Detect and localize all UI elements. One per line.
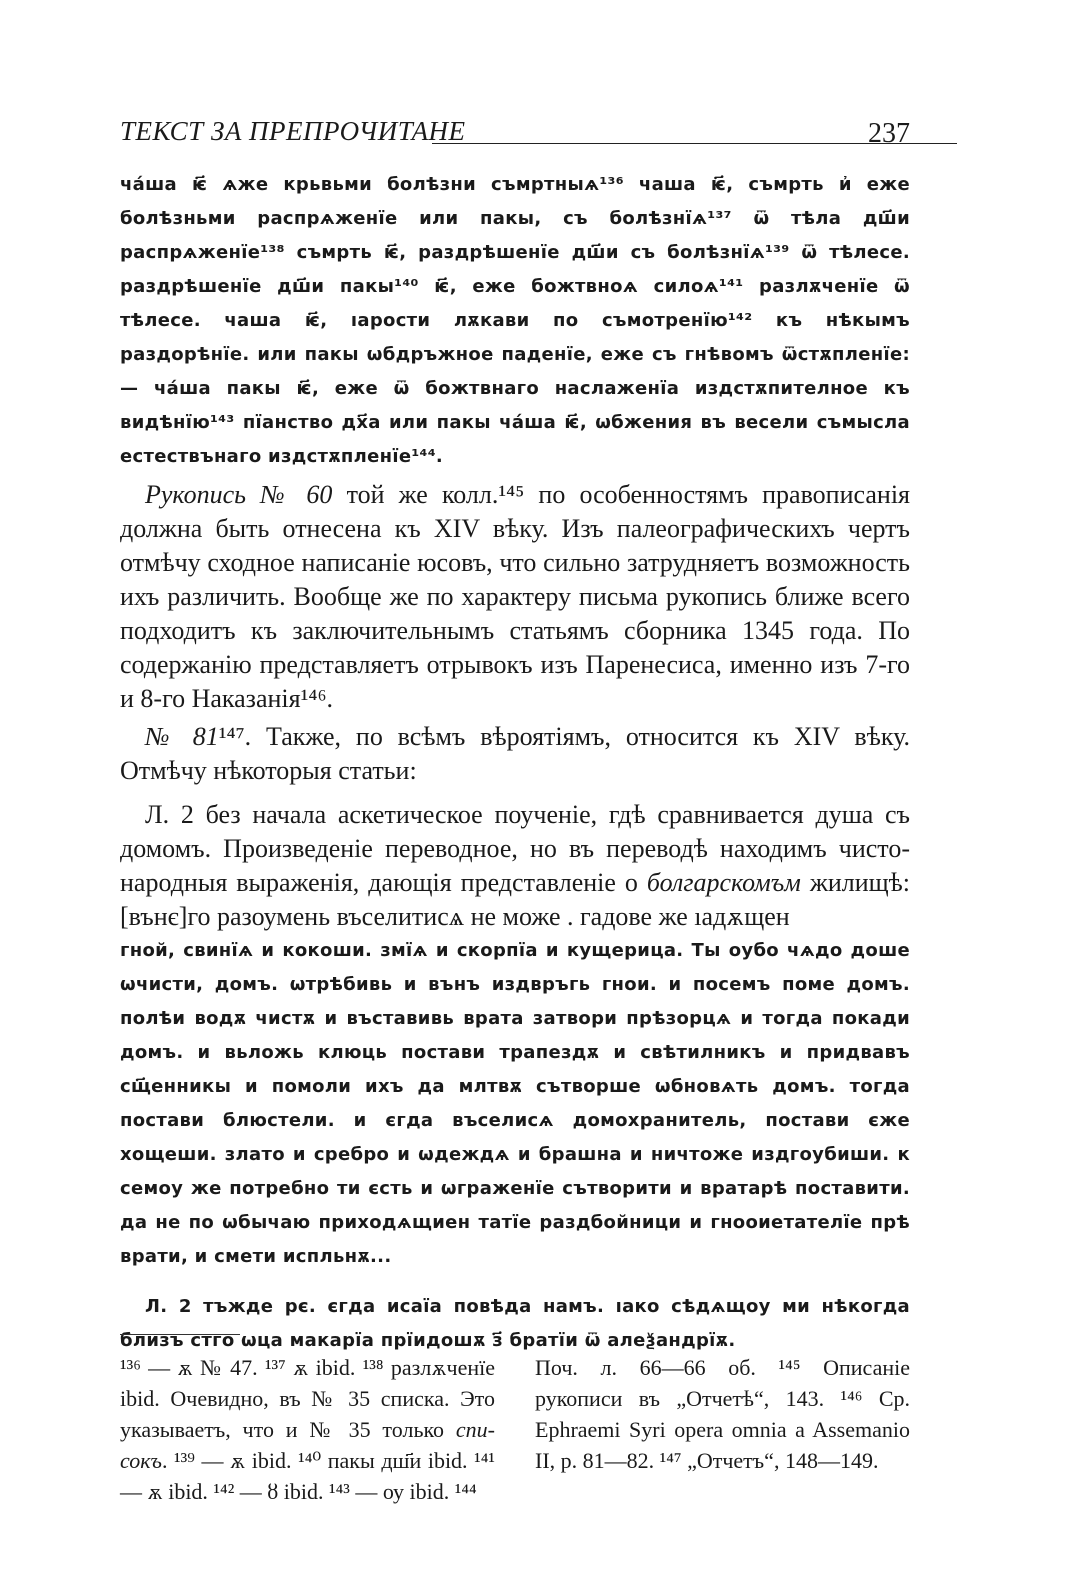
church-slavonic-quote-1: ча́ша ѥ҃ ѧже крьвьми болѣзни съмртныѧ¹³⁶ чаша ѥ҃, съмрть и҆ еже болѣзньми распрѧженїе или пакы, съ болѣзнїѧ¹³⁷ ѿ тѣла дш҃и распрѧженїе¹³⁸ съмрть ѥ҃, раздрѣшенїе дш҃и съ болѣзнїѧ¹³⁹ ѿ тѣлесе. раздрѣшенїе дш҃и пакы¹⁴⁰ ѥ҃, еже божтвноѧ силоѧ¹⁴¹ разлѫченїе ѿ тѣлесе. чаша ѥ҃, ıарости лѫкави по съмотренїю¹⁴² къ нѣкымъ раздорѣнїе. или пакы ѡбдръжное паденїе, еже съ гнѣвомъ ѿстѫпленїе: — ча́ша пакы ѥ҃, еже ѿ божтвнаго наслаженїа издстѫпителное къ видѣнїю¹⁴³ пїанство дх҃а или пакы ча́ша ѥ҃, ѡбжения въ весели съмысла естествънаго издстѫпленїе¹⁴⁴. [120,174,910,467]
manuscript-81-text: ¹⁴⁷. Также, по всѣмъ вѣроятіямъ, относится къ XIV вѣку. Отмѣчу нѣкоторыя статьи: [120,722,910,785]
footnotes-left-column [120,1352,495,1507]
church-slavonic-quote-2: гной, свинїѧ и кокоши. змїѧ и скорпїа и кущерица. Ты оубо чѧдо доше ѡчисти, домъ. ѡтрѣбивь и вънъ издвръгь гнои. и посемъ поме домъ. полѣи водѫ чистѫ и въставивь врата затвори прѣзорцѧ и тогда покади домъ. и вьложь клюць постави трапездѫ и свѣтилникъ и придвавъ сщ҃енникы и помоли ихъ да млтвѫ сътворше ѡбновѧть домъ. тогда постави блюстели. и єгда въселисѧ домохранитель, постави єже хощеши. злато и сребро и ѡдеждѧ и брашна и ничтоже издгоубиши. к семоу же потребно ти єсть и ѡграженїе сътворити и вратарѣ поставити. да не по ѡбычаю приходѧщиен татїе раздбойници и гнооиетателїе прѣ врати, и смети испльнѫ... [120,940,910,1267]
leaf-2-italic: болгарскомъм [646,868,801,897]
running-head-title: ТЕКСТ ЗА ПРЕПРОЧИТАНЕ [120,116,466,146]
running-head [120,116,910,156]
paragraph-leaf-2-isaiah: Л. 2 тъжде рє. єгда исаїа повѣда намъ. ıако сѣдѧщоу ми нѣкогда близъ стго ѡца макарїа прїидошѫ з҃ братїи ѿ алеѯандрїѫ. [120,1296,910,1351]
paragraph-leaf-2 [120,798,910,934]
body-text [120,168,910,1358]
manuscript-81-label: № 81 [145,722,219,751]
footnotes-left-text: ¹³⁶ — ѫ № 47. ¹³⁷ ѫ ibid. ¹³⁸ разлѫченїе ibid. Очевидно, въ № 35 списка. Это указываетъ, что и № 35 только [120,1355,495,1442]
footnotes-right-column: Поч. л. 66—66 об. ¹⁴⁵ Описаніе рукописи въ „Отчетѣ“, 143. ¹⁴⁶ Ср. Ephraemi Syri opera omnia a Assemanio II, p. 81—82. ¹⁴⁷ „Отчетъ“, 148—149. [535,1355,910,1473]
footnotes-left-end: . ¹³⁹ — ѫ ibid. ¹⁴⁰ пакы дш҃и ibid. ¹⁴¹ — ѫ ibid. ¹⁴² — ȣ ibid. ¹⁴³ — оу ibid. ¹⁴⁴ [120,1448,495,1504]
page-number: 237 [868,118,910,149]
manuscript-60-text: той же колл.¹⁴⁵ по особенностямъ правописанія должна быть отнесена къ XIV вѣку. Изъ палеографическихъ чертъ отмѣчу сходное написаніе юсовъ, что сильно затрудняетъ возможность ихъ различить. Вообще же по характеру письма рукопись ближе всего подходитъ къ заключительнымъ статьямъ сборника 1345 года. По содержанію представляетъ отрывокъ изъ Паренесиса, именно изъ 7-го и 8-го Наказанія¹⁴⁶. [120,480,911,713]
manuscript-60-label: Рукопись № 60 [145,480,333,509]
paragraph-manuscript-60 [120,478,910,716]
footnotes-left-italic: спи-сокъ [120,1417,495,1473]
leaf-2-text-b: жилищѣ: [вънє]го разоумень въселитисѧ не може . гадове же ıадѫщен [120,868,910,931]
footnotes [120,1352,910,1507]
leaf-2-text-a: Л. 2 без начала аскетическое поученіе, гдѣ сравнивается душа съ домомъ. Произведеніе переводное, но въ переводѣ находимъ чисто-народныя выраженія, дающія представленіе о [120,800,910,897]
footnote-rule [120,1334,240,1335]
paragraph-manuscript-81 [120,720,910,788]
